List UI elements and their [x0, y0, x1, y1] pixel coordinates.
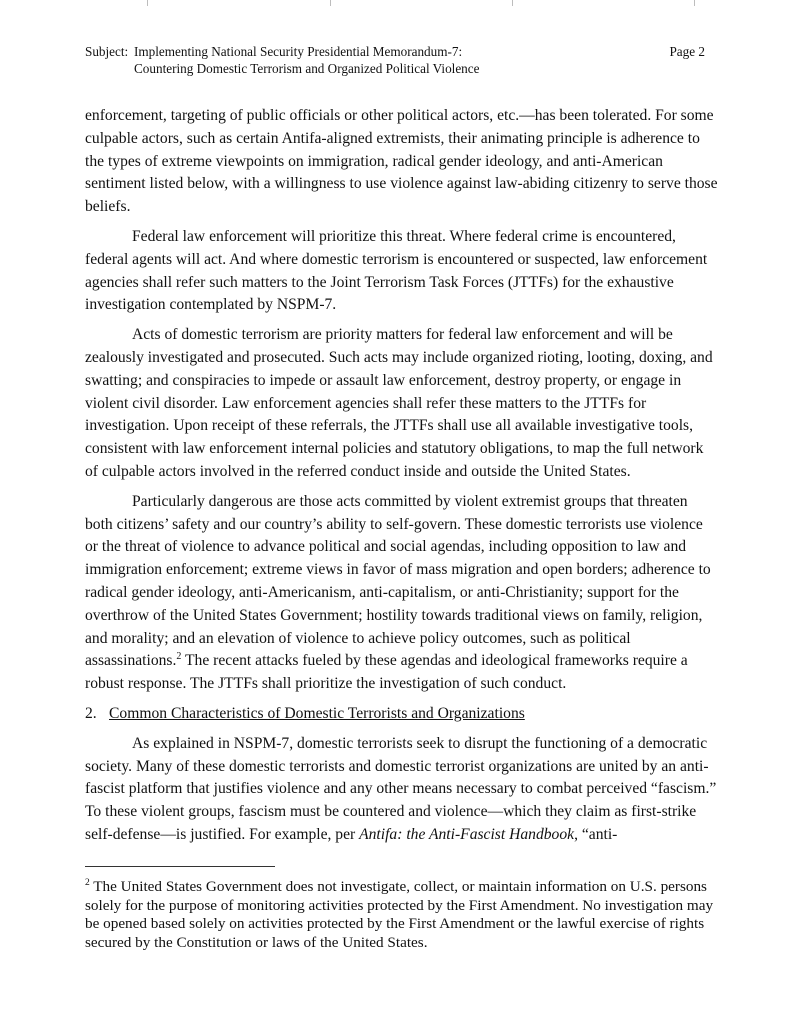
section-number: 2.: [85, 704, 97, 722]
book-title: Antifa: the Anti-Fascist Handbook: [359, 825, 575, 843]
scan-tick-mark: [330, 0, 331, 6]
paragraph-acts: Acts of domestic terrorism are priority matters for federal law enforcement and will be zealously investigated and prosecuted. Such acts may include organized rioting, looting, doxing, and swatting; and conspiracies to impede or assault law enforcement, destroy property, or engage in violent civil disorder. Law enforcement agencies shall refer these matters to the JTTFs for investigation. Upon receipt of these referrals, the JTTFs shall use all available investigative tools, consistent with law enforcement internal policies and statutory obligations, to map the full network of culpable actors involved in the referred conduct inside and outside the United States.: [85, 326, 713, 480]
paragraph-dangerous: [85, 491, 719, 696]
scan-tick-mark: [147, 0, 148, 6]
scan-tick-mark: [694, 0, 695, 6]
subject-text: [134, 43, 479, 77]
page-number: Page 2: [669, 44, 705, 59]
paragraph-dangerous-tail: The recent attacks fueled by these agendas and ideological frameworks require a robust response. The JTTFs shall prioritize the investigation of such conduct.: [85, 652, 688, 693]
paragraph-dangerous-text: Particularly dangerous are those acts committed by violent extremist groups that threaten both citizens’ safety and our country’s ability to self-govern. These domestic terrorists use violence or the threat of violence to advance political and social agendas, including opposition to law and immigration enforcement; extreme views in favor of mass migration and open borders; adherence to radical gender ideology, anti-Americanism, anti-capitalism, or anti-Christianity; support for the overthrow of the United States Government; hostility towards traditional views on family, religion, and morality; and an elevation of violence to achieve policy outcomes, such as political assassinations.: [85, 492, 711, 670]
footnote-number: 2: [85, 877, 90, 888]
section-heading: [85, 703, 719, 726]
subject-line-2: Countering Domestic Terrorism and Organized Political Violence: [134, 61, 480, 76]
footnote-text: The United States Government does not investigate, collect, or maintain information on U.S. persons solely for the purpose of monitoring activities protected by the First Amendment. No investigation may be opened based solely on activities protected by the First Amendment or the lawful exercise of rights secured by the Constitution or laws of the United States.: [85, 878, 714, 951]
paragraph-continued: enforcement, targeting of public officials or other political actors, etc.—has been tolerated. For some culpable actors, such as certain Antifa-aligned extremists, their animating principle is adherence to the types of extreme viewpoints on immigration, radical gender ideology, and anti-American sentiment listed below, with a willingness to use violence against law-abiding citizenry to serve those beliefs.: [85, 107, 718, 216]
footnote-ref: 2: [176, 651, 182, 663]
subject-label: Subject:: [85, 44, 129, 59]
footnote: [85, 878, 719, 952]
paragraph-nspm7-tail: , “anti-: [574, 825, 618, 843]
paragraph-nspm7-text: As explained in NSPM-7, domestic terrorists seek to disrupt the functioning of a democratic society. Many of these domestic terrorists and domestic terrorist organizations are united by an anti-fascist platform that justifies violence and any other means necessary to combat perceived “fascism.” To these violent groups, fascism must be countered and violence—which they claim as first-strike self-defense—is justified. For example, per: [85, 734, 717, 843]
paragraph-prioritize: Federal law enforcement will prioritize this threat. Where federal crime is encountered, federal agents will act. And where domestic terrorism is encountered or suspected, law enforcement agencies shall refer such matters to the Joint Terrorism Task Forces (JTTFs) for the exhaustive investigation contemplated by NSPM-7.: [85, 227, 708, 314]
footnote-divider: [85, 866, 275, 867]
scan-tick-mark: [512, 0, 513, 6]
memo-body: [85, 105, 719, 854]
section-title: Common Characteristics of Domestic Terrorists and Organizations: [109, 704, 525, 722]
subject-line-1: Implementing National Security Presidential Memorandum-7:: [134, 44, 463, 59]
paragraph-nspm7: [85, 733, 719, 847]
